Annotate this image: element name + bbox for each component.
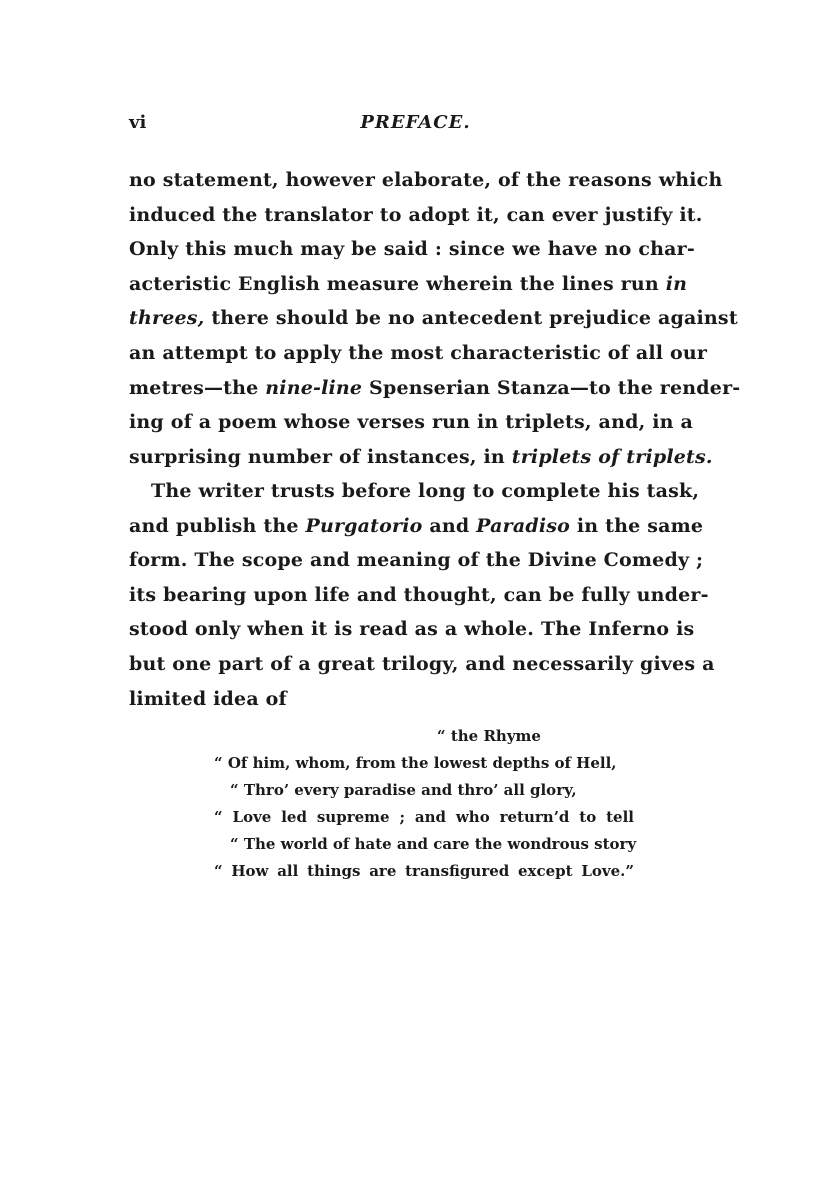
page-header [129, 112, 682, 142]
paragraph-1 [129, 163, 741, 474]
verse-line: “ How all things are transfigured except Love.” [214, 862, 634, 880]
text-line: an attempt to apply the most characteristic of all our [129, 341, 708, 364]
text-line: and publish the Purgatorio and Paradiso in the same [129, 514, 704, 537]
paragraph-2 [129, 474, 715, 716]
text-line: surprising number of instances, in triplets of triplets. [129, 445, 713, 468]
text-line: form. The scope and meaning of the Divine Comedy ; [129, 549, 704, 572]
verse-line: “ The world of hate and care the wondrous story [230, 835, 637, 853]
verse-line: “ Love led supreme ; and who return’d to tell [214, 808, 634, 826]
text-line: metres—the nine-line Spenserian Stanza—to the render- [129, 376, 741, 399]
verse-quotation [214, 723, 637, 885]
text-line: stood only when it is read as a whole. The Inferno is [129, 618, 695, 641]
text-line: acteristic English measure wherein the lines run in [129, 272, 688, 295]
text-line: induced the translator to adopt it, can ever justify it. [129, 203, 703, 226]
verse-line: “ Of him, whom, from the lowest depths of Hell, [214, 754, 617, 772]
text-line: no statement, however elaborate, of the reasons which [129, 169, 723, 191]
verse-line: “ the Rhyme [437, 727, 541, 745]
text-line: limited idea of [129, 687, 287, 710]
text-line: but one part of a great trilogy, and necessarily gives a [129, 652, 715, 675]
text-line: threes, there should be no antecedent prejudice against [129, 307, 738, 330]
text-line: its bearing upon life and thought, can be fully under- [129, 583, 709, 606]
running-head: PREFACE. [360, 112, 471, 133]
page-number: vi [129, 112, 147, 133]
text-line: The writer trusts before long to complete his task, [151, 480, 700, 502]
verse-line: “ Thro’ every paradise and thro’ all glory, [230, 781, 577, 799]
text-line: Only this much may be said : since we have no char- [129, 238, 695, 261]
text-line: ing of a poem whose verses run in triplets, and, in a [129, 411, 693, 434]
